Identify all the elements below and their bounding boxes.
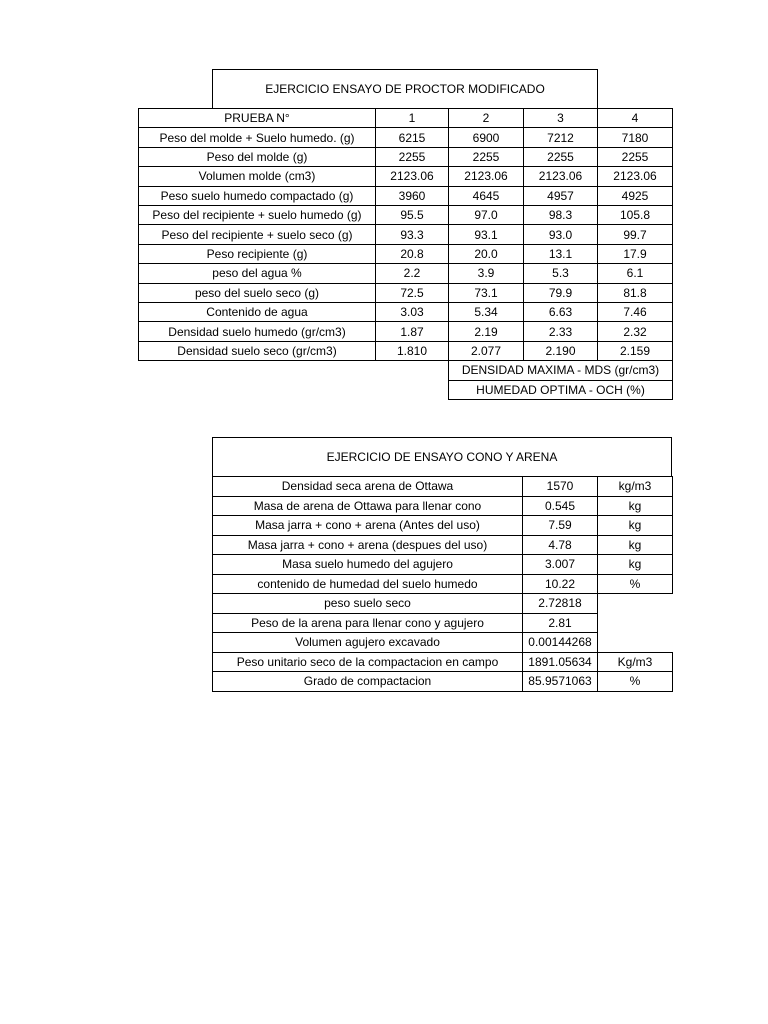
proctor-row-value: 7.46: [597, 302, 673, 322]
proctor-row-value: 7212: [523, 127, 598, 147]
cono-row-value: 4.78: [522, 535, 598, 556]
proctor-row-value: 6.1: [597, 263, 673, 283]
proctor-row-value: 2255: [448, 147, 524, 167]
proctor-row-label: Peso del recipiente + suelo seco (g): [138, 224, 376, 244]
proctor-row-value: 3.03: [375, 302, 449, 322]
proctor-row-value: 5.3: [523, 263, 598, 283]
proctor-row-value: 81.8: [597, 283, 673, 303]
proctor-row-value: 4957: [523, 186, 598, 206]
cono-row-value: 1891.05634: [522, 652, 598, 673]
proctor-row-value: 2.077: [448, 341, 524, 361]
cono-row-label: Peso de la arena para llenar cono y agujero: [212, 613, 523, 634]
cono-row-value: 1570: [522, 476, 598, 497]
proctor-row-value: 73.1: [448, 283, 524, 303]
cono-row-label: Masa jarra + cono + arena (despues del uso): [212, 535, 523, 556]
cono-row-label: Peso unitario seco de la compactacion en campo: [212, 652, 523, 673]
proctor-row-value: 95.5: [375, 205, 449, 225]
cono-row-label: Densidad seca arena de Ottawa: [212, 476, 523, 497]
proctor-row-label: Peso del molde (g): [138, 147, 376, 167]
proctor-row-value: 105.8: [597, 205, 673, 225]
cono-row-unit: kg: [597, 554, 673, 575]
cono-row-unit: kg: [597, 535, 673, 556]
proctor-row-value: 6900: [448, 127, 524, 147]
cono-row-value: 85.9571063: [522, 671, 598, 692]
proctor-row-value: 4645: [448, 186, 524, 206]
proctor-row-value: 1.810: [375, 341, 449, 361]
proctor-row-value: 4925: [597, 186, 673, 206]
proctor-row-value: 2.32: [597, 321, 673, 341]
cono-row-label: contenido de humedad del suelo humedo: [212, 574, 523, 595]
cono-row-unit: kg: [597, 496, 673, 517]
proctor-row-label: Volumen molde (cm3): [138, 166, 376, 186]
cono-row-value: 2.81: [522, 613, 598, 634]
proctor-row-value: 93.1: [448, 224, 524, 244]
proctor-row-value: 13.1: [523, 244, 598, 264]
cono-row-label: Masa de arena de Ottawa para llenar cono: [212, 496, 523, 517]
proctor-summary-row: HUMEDAD OPTIMA - OCH (%): [448, 380, 673, 400]
cono-row-value: 0.545: [522, 496, 598, 517]
cono-row-unit: kg: [597, 515, 673, 536]
proctor-row-value: 2255: [375, 147, 449, 167]
proctor-row-value: 98.3: [523, 205, 598, 225]
proctor-row-value: 2.33: [523, 321, 598, 341]
cono-row-value: 10.22: [522, 574, 598, 595]
cono-row-label: Masa suelo humedo del agujero: [212, 554, 523, 575]
proctor-row-value: 5.34: [448, 302, 524, 322]
proctor-header-test: 2: [448, 108, 524, 128]
proctor-row-value: 93.0: [523, 224, 598, 244]
cono-row-label: Grado de compactacion: [212, 671, 523, 692]
proctor-row-label: peso del agua %: [138, 263, 376, 283]
proctor-row-value: 2255: [597, 147, 673, 167]
proctor-row-value: 6.63: [523, 302, 598, 322]
proctor-row-value: 3.9: [448, 263, 524, 283]
cono-row-value: 7.59: [522, 515, 598, 536]
proctor-summary-row: DENSIDAD MAXIMA - MDS (gr/cm3): [448, 360, 673, 380]
proctor-row-label: peso del suelo seco (g): [138, 283, 376, 303]
proctor-row-value: 2.159: [597, 341, 673, 361]
cono-title: EJERCICIO DE ENSAYO CONO Y ARENA: [212, 437, 672, 477]
proctor-row-value: 2123.06: [523, 166, 598, 186]
proctor-row-label: Densidad suelo seco (gr/cm3): [138, 341, 376, 361]
proctor-header-test: 4: [597, 108, 673, 128]
proctor-row-value: 20.8: [375, 244, 449, 264]
cono-row-value: 2.72818: [522, 593, 598, 614]
cono-row-label: Masa jarra + cono + arena (Antes del uso): [212, 515, 523, 536]
cono-row-label: Volumen agujero excavado: [212, 632, 523, 653]
cono-row-unit: %: [597, 574, 673, 595]
proctor-row-label: Peso recipiente (g): [138, 244, 376, 264]
proctor-row-label: Peso del recipiente + suelo humedo (g): [138, 205, 376, 225]
proctor-row-value: 2123.06: [448, 166, 524, 186]
proctor-row-value: 3960: [375, 186, 449, 206]
cono-row-label: peso suelo seco: [212, 593, 523, 614]
proctor-row-value: 2123.06: [375, 166, 449, 186]
proctor-row-value: 2255: [523, 147, 598, 167]
cono-row-unit: %: [597, 671, 673, 692]
proctor-row-value: 7180: [597, 127, 673, 147]
proctor-row-value: 97.0: [448, 205, 524, 225]
proctor-row-value: 6215: [375, 127, 449, 147]
proctor-row-value: 1.87: [375, 321, 449, 341]
proctor-header-test: 1: [375, 108, 449, 128]
proctor-row-value: 2.2: [375, 263, 449, 283]
cono-row-value: 3.007: [522, 554, 598, 575]
proctor-row-value: 72.5: [375, 283, 449, 303]
proctor-row-label: Peso suelo humedo compactado (g): [138, 186, 376, 206]
proctor-header-test: 3: [523, 108, 598, 128]
proctor-row-label: Peso del molde + Suelo humedo. (g): [138, 127, 376, 147]
proctor-row-value: 17.9: [597, 244, 673, 264]
cono-row-value: 0.00144268: [522, 632, 598, 653]
proctor-row-value: 2123.06: [597, 166, 673, 186]
proctor-row-value: 20.0: [448, 244, 524, 264]
proctor-row-value: 2.19: [448, 321, 524, 341]
proctor-row-value: 79.9: [523, 283, 598, 303]
proctor-row-value: 93.3: [375, 224, 449, 244]
cono-row-unit: Kg/m3: [597, 652, 673, 673]
proctor-header-label: PRUEBA N°: [138, 108, 376, 128]
proctor-row-value: 99.7: [597, 224, 673, 244]
proctor-row-label: Densidad suelo humedo (gr/cm3): [138, 321, 376, 341]
proctor-row-value: 2.190: [523, 341, 598, 361]
proctor-title: EJERCICIO ENSAYO DE PROCTOR MODIFICADO: [212, 69, 598, 109]
proctor-row-label: Contenido de agua: [138, 302, 376, 322]
cono-row-unit: kg/m3: [597, 476, 673, 497]
